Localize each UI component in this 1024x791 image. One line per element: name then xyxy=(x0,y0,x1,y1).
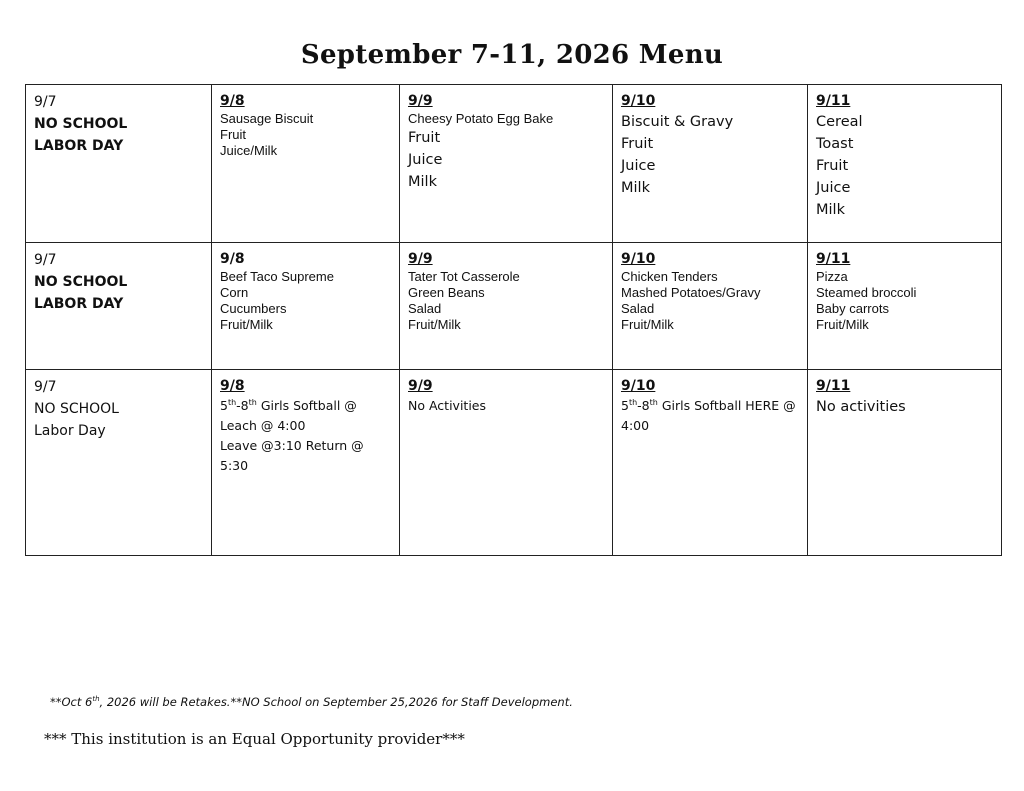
breakfast-tue-line: Sausage Biscuit xyxy=(220,111,314,126)
lunch-date-tue: 9/8 xyxy=(220,251,245,267)
footnote-text: , 2026 will be Retakes.**NO School on September 25,2026 for Staff Development. xyxy=(99,695,573,709)
activity-date-fri: 9/11 xyxy=(816,378,851,394)
activity-cell-fri xyxy=(808,370,1002,556)
activity-thu-line xyxy=(621,396,799,416)
lunch-cell-mon xyxy=(26,243,212,370)
breakfast-date-wed: 9/9 xyxy=(408,93,433,109)
activity-text: 5 xyxy=(621,398,629,413)
lunch-fri-line: Fruit/Milk xyxy=(816,317,869,332)
ordinal-suffix: th xyxy=(92,695,100,704)
activity-text: Girls Softball @ xyxy=(256,398,357,413)
breakfast-fri-line: Juice xyxy=(816,180,851,196)
breakfast-date-fri: 9/11 xyxy=(816,93,851,109)
lunch-cell-fri xyxy=(808,243,1002,370)
breakfast-mon-line: NO SCHOOL xyxy=(34,116,128,132)
breakfast-cell-fri xyxy=(808,85,1002,243)
breakfast-thu-line: Milk xyxy=(621,180,650,196)
lunch-thu-line: Mashed Potatoes/Gravy xyxy=(621,285,761,300)
breakfast-wed-line: Cheesy Potato Egg Bake xyxy=(408,111,554,126)
activity-tue-line: Leach @ 4:00 xyxy=(220,418,306,433)
lunch-mon-line: NO SCHOOL xyxy=(34,274,128,290)
activity-date-mon: 9/7 xyxy=(34,379,57,395)
activity-mon-line: NO SCHOOL xyxy=(34,401,119,417)
lunch-wed-line: Tater Tot Casserole xyxy=(408,269,520,284)
activity-text: 5 xyxy=(220,398,228,413)
activity-wed-line: No Activities xyxy=(408,398,486,413)
activity-tue-line: 5:30 xyxy=(220,458,249,473)
activity-cell-tue xyxy=(212,370,400,556)
activity-text: Girls Softball HERE @ xyxy=(657,398,796,413)
equal-opportunity-statement: *** This institution is an Equal Opportunity provider*** xyxy=(44,730,465,748)
lunch-cell-thu xyxy=(613,243,808,370)
lunch-date-fri: 9/11 xyxy=(816,251,851,267)
activity-date-thu: 9/10 xyxy=(621,378,656,394)
ordinal-suffix: th xyxy=(248,397,257,407)
activity-text: -8 xyxy=(637,398,650,413)
breakfast-tue-line: Fruit xyxy=(220,127,246,142)
activity-cell-mon xyxy=(26,370,212,556)
activity-text: -8 xyxy=(236,398,249,413)
breakfast-wed-line: Milk xyxy=(408,174,437,190)
breakfast-date-tue: 9/8 xyxy=(220,93,245,109)
breakfast-fri-line: Cereal xyxy=(816,114,863,130)
lunch-tue-line: Fruit/Milk xyxy=(220,317,273,332)
lunch-tue-line: Corn xyxy=(220,285,249,300)
lunch-wed-line: Fruit/Milk xyxy=(408,317,461,332)
breakfast-tue-line: Juice/Milk xyxy=(220,143,278,158)
lunch-cell-wed xyxy=(400,243,613,370)
lunch-fri-line: Steamed broccoli xyxy=(816,285,917,300)
lunch-cell-tue xyxy=(212,243,400,370)
breakfast-cell-mon xyxy=(26,85,212,243)
breakfast-date-thu: 9/10 xyxy=(621,93,656,109)
lunch-wed-line: Salad xyxy=(408,301,442,316)
breakfast-fri-line: Toast xyxy=(816,136,854,152)
lunch-date-thu: 9/10 xyxy=(621,251,656,267)
breakfast-fri-line: Fruit xyxy=(816,158,849,174)
activity-cell-thu xyxy=(613,370,808,556)
breakfast-cell-tue xyxy=(212,85,400,243)
breakfast-thu-line: Juice xyxy=(621,158,656,174)
activity-thu-line: 4:00 xyxy=(621,418,650,433)
lunch-date-wed: 9/9 xyxy=(408,251,433,267)
activity-cell-wed xyxy=(400,370,613,556)
lunch-thu-line: Salad xyxy=(621,301,655,316)
lunch-tue-line: Beef Taco Supreme xyxy=(220,269,334,284)
breakfast-table xyxy=(25,84,1002,556)
breakfast-thu-line: Biscuit & Gravy xyxy=(621,114,734,130)
activity-date-wed: 9/9 xyxy=(408,378,433,394)
lunch-thu-line: Chicken Tenders xyxy=(621,269,718,284)
lunch-fri-line: Baby carrots xyxy=(816,301,889,316)
activity-tue-line xyxy=(220,396,391,416)
ordinal-suffix: th xyxy=(227,397,237,407)
ordinal-suffix: th xyxy=(628,397,638,407)
breakfast-date-mon: 9/7 xyxy=(34,94,57,110)
breakfast-cell-wed xyxy=(400,85,613,243)
breakfast-cell-thu xyxy=(613,85,808,243)
activity-tue-line: Leave @3:10 Return @ xyxy=(220,438,364,453)
footnote-text: **Oct 6 xyxy=(50,695,93,709)
breakfast-fri-line: Milk xyxy=(816,202,845,218)
breakfast-wed-line: Fruit xyxy=(408,130,441,146)
lunch-date-mon: 9/7 xyxy=(34,252,57,268)
breakfast-wed-line: Juice xyxy=(408,152,443,168)
breakfast-thu-line: Fruit xyxy=(621,136,654,152)
activity-date-tue: 9/8 xyxy=(220,378,245,394)
page-title: September 7-11, 2026 Menu xyxy=(300,40,724,70)
footnote xyxy=(50,695,573,709)
activity-mon-line: Labor Day xyxy=(34,423,106,439)
lunch-mon-line: LABOR DAY xyxy=(34,296,124,312)
lunch-thu-line: Fruit/Milk xyxy=(621,317,674,332)
lunch-wed-line: Green Beans xyxy=(408,285,485,300)
lunch-fri-line: Pizza xyxy=(816,269,848,284)
ordinal-suffix: th xyxy=(649,397,658,407)
activity-fri-line: No activities xyxy=(816,399,906,415)
lunch-tue-line: Cucumbers xyxy=(220,301,287,316)
breakfast-mon-line: LABOR DAY xyxy=(34,138,124,154)
